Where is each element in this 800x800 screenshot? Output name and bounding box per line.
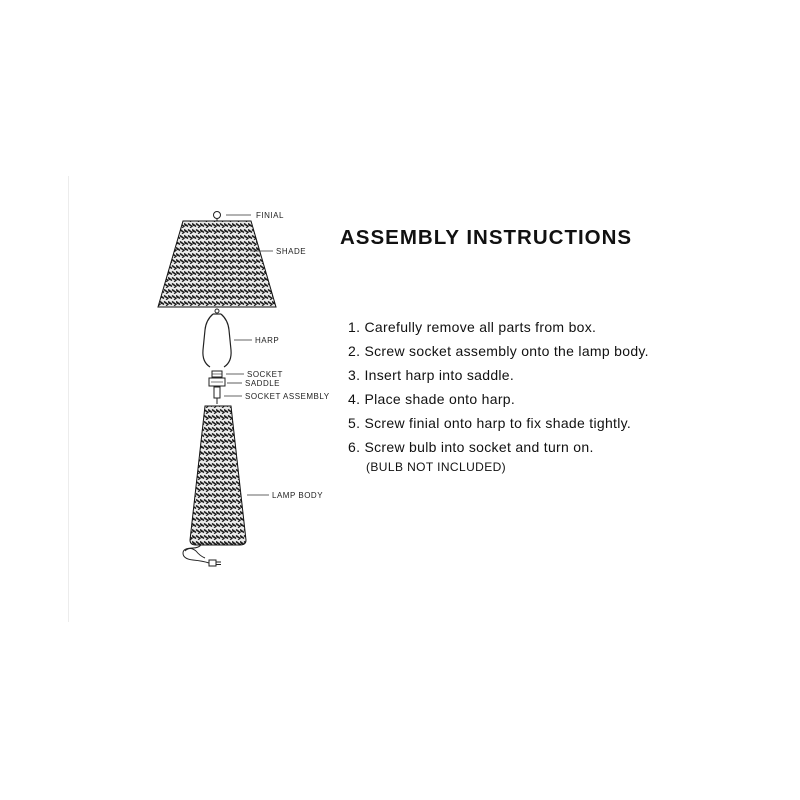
socket-assembly-part xyxy=(214,387,220,404)
step-item: 2. Screw socket assembly onto the lamp body. xyxy=(348,343,649,359)
saddle-part xyxy=(209,378,225,386)
harp-part xyxy=(203,309,231,367)
step-item: 1. Carefully remove all parts from box. xyxy=(348,319,597,335)
bulb-note: (BULB NOT INCLUDED) xyxy=(366,460,507,474)
harp-label: HARP xyxy=(255,336,280,345)
shade-part xyxy=(158,221,276,307)
shade-label: SHADE xyxy=(276,247,307,256)
step-item: 6. Screw bulb into socket and turn on. xyxy=(348,439,594,455)
lamp-body-label: LAMP BODY xyxy=(272,491,324,500)
step-item: 5. Screw finial onto harp to fix shade tightly. xyxy=(348,415,632,431)
socket-assembly-label: SOCKET ASSEMBLY xyxy=(245,392,330,401)
page-title: ASSEMBLY INSTRUCTIONS xyxy=(340,226,633,249)
step-item: 3. Insert harp into saddle. xyxy=(348,367,515,383)
finial-part xyxy=(214,212,221,222)
saddle-label: SADDLE xyxy=(245,379,281,388)
step-item: 4. Place shade onto harp. xyxy=(348,391,516,407)
socket-part xyxy=(212,371,222,377)
socket-label: SOCKET xyxy=(247,370,283,379)
power-cord xyxy=(183,545,221,566)
lamp-body-part xyxy=(190,406,246,545)
finial-label: FINIAL xyxy=(256,211,284,220)
instruction-steps xyxy=(348,315,649,459)
